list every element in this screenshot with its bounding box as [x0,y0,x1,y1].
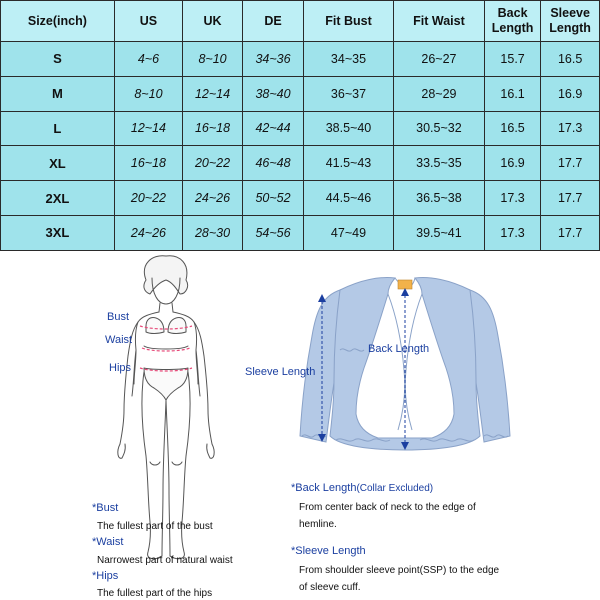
note-hips-title: *Hips [92,570,119,582]
table-row [1,76,600,111]
header-cell: Fit Waist [393,1,484,42]
size-chart-table [0,0,600,251]
note-back-length-subtitle: (Collar Excluded) [356,483,434,494]
table-cell: 16.9 [541,76,600,111]
table-cell: 17.7 [541,215,600,250]
table-cell: 50~52 [242,181,303,216]
note-back-length-title-text: *Back Length [291,482,357,494]
table-cell: 17.3 [484,181,540,216]
note-sleeve-length-line1: From shoulder sleeve point(SSP) to the edge [299,565,500,576]
cardigan-illustration [300,278,510,451]
table-cell: 16.5 [541,42,600,77]
table-cell: 20~22 [183,146,243,181]
table-cell: 12~14 [114,111,182,146]
table-cell: 15.7 [484,42,540,77]
size-cell: 2XL [1,181,115,216]
size-cell: L [1,111,115,146]
table-cell: 34~36 [242,42,303,77]
table-cell: 54~56 [242,215,303,250]
table-cell: 41.5~43 [304,146,394,181]
table-cell: 24~26 [183,181,243,216]
header-cell: US [114,1,182,42]
size-cell: S [1,42,115,77]
table-row [1,111,600,146]
note-back-length-line2: hemline. [299,519,337,530]
waist-label: Waist [105,334,133,346]
table-row [1,215,600,250]
table-cell: 39.5~41 [393,215,484,250]
table-cell: 4~6 [114,42,182,77]
hips-label: Hips [109,362,132,374]
table-row [1,146,600,181]
back-length-label: Back Length [368,343,430,355]
note-sleeve-length-line2: of sleeve cuff. [299,582,361,593]
table-cell: 30.5~32 [393,111,484,146]
note-bust-text: The fullest part of the bust [97,521,213,532]
table-cell: 8~10 [183,42,243,77]
header-cell: DE [242,1,303,42]
bust-label: Bust [107,311,130,323]
table-cell: 16.9 [484,146,540,181]
header-cell: UK [183,1,243,42]
table-cell: 17.7 [541,146,600,181]
table-cell: 44.5~46 [304,181,394,216]
header-cell: Fit Bust [304,1,394,42]
table-cell: 20~22 [114,181,182,216]
table-cell: 16~18 [114,146,182,181]
note-back-length-line1: From center back of neck to the edge of [299,502,476,513]
table-cell: 42~44 [242,111,303,146]
table-cell: 36.5~38 [393,181,484,216]
table-cell: 16.5 [484,111,540,146]
table-cell: 46~48 [242,146,303,181]
table-cell: 24~26 [114,215,182,250]
table-cell: 17.7 [541,181,600,216]
table-row [1,42,600,77]
table-cell: 36~37 [304,76,394,111]
table-cell: 17.3 [484,215,540,250]
table-cell: 17.3 [541,111,600,146]
table-cell: 34~35 [304,42,394,77]
table-cell: 38~40 [242,76,303,111]
table-cell: 28~30 [183,215,243,250]
table-cell: 12~14 [183,76,243,111]
size-cell: XL [1,146,115,181]
table-cell: 16~18 [183,111,243,146]
table-header-row [1,1,600,42]
table-cell: 38.5~40 [304,111,394,146]
note-hips-text: The fullest part of the hips [97,588,213,599]
header-cell: Size(inch) [1,1,115,42]
header-cell: Back Length [484,1,540,42]
sleeve-length-label: Sleeve Length [245,366,316,378]
table-cell: 26~27 [393,42,484,77]
note-back-length-title [291,482,433,494]
table-cell: 47~49 [304,215,394,250]
table-cell: 28~29 [393,76,484,111]
note-sleeve-length-title: *Sleeve Length [291,545,366,557]
note-bust-title: *Bust [92,502,119,514]
size-cell: 3XL [1,215,115,250]
table-row [1,181,600,216]
note-waist-text: Narrowest part of natural waist [97,555,233,566]
table-cell: 33.5~35 [393,146,484,181]
table-cell: 8~10 [114,76,182,111]
size-cell: M [1,76,115,111]
note-waist-title: *Waist [92,536,124,548]
table-cell: 16.1 [484,76,540,111]
header-cell: Sleeve Length [541,1,600,42]
body-figure [118,256,214,559]
